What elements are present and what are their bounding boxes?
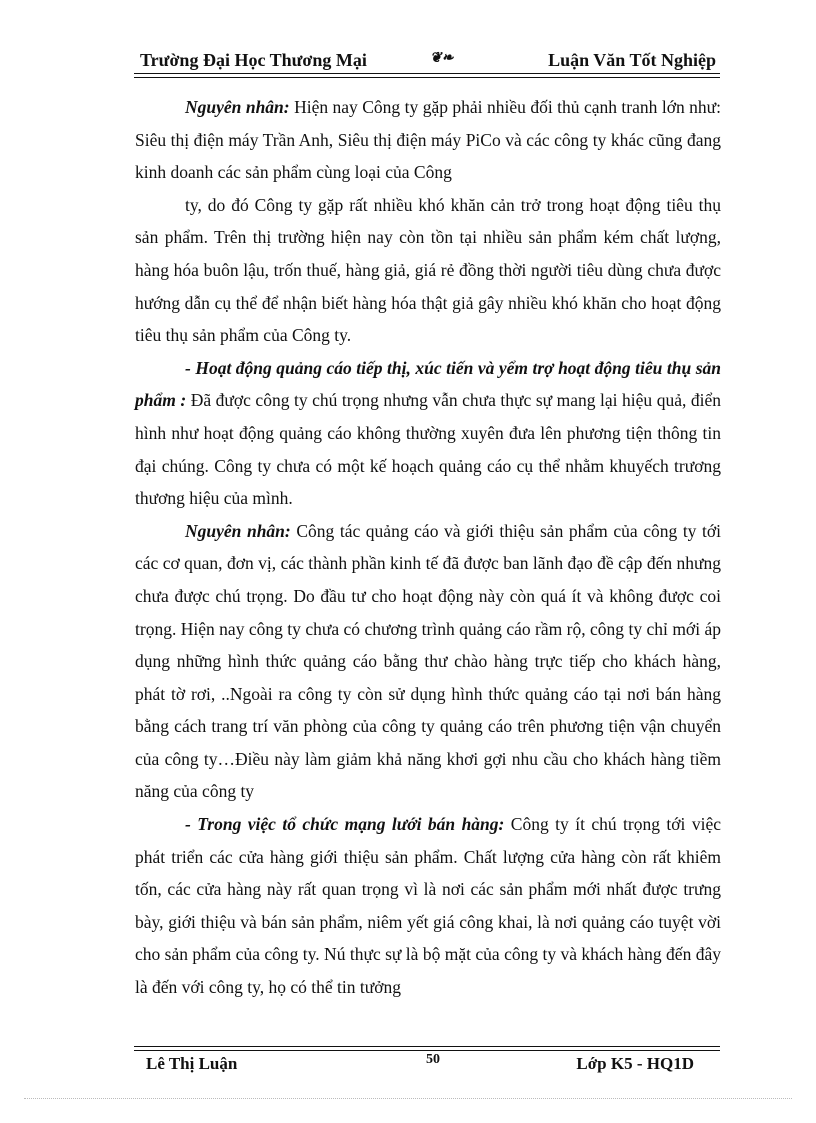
paragraph-text: Công ty ít chú trọng tới việc phát triển các cửa hàng giới thiệu sản phẩm. Chất lượng cửa hàng còn rất khiêm tốn, các cửa hàng này rất quan trọng vì là nơi các sản phẩm mới nhất được trưng bày, giới thiệu và bán sản phẩm, niêm yết giá công khai, là nơi quảng cáo tuyệt vời cho sản phẩm của công ty. Nú thực sự là bộ mặt của công ty và khách hàng đến đây là đến với công ty, họ có thể tin tưởng: [135, 814, 721, 998]
paragraph: [135, 808, 721, 1004]
page-edge-divider: [24, 1098, 792, 1099]
page-number: 50: [426, 1052, 440, 1067]
footer-rule-thin: [134, 1046, 720, 1047]
header-rule-thin: [134, 77, 720, 78]
page-footer: [134, 1054, 720, 1080]
paragraph-lead: Nguyên nhân:: [185, 97, 290, 117]
footer-rule: [134, 1050, 720, 1051]
paragraph-lead: - Trong việc tổ chức mạng lưới bán hàng:: [185, 814, 505, 835]
author-name: Lê Thị Luận: [146, 1054, 238, 1073]
paragraph: [135, 352, 721, 515]
header-rule: [134, 73, 720, 74]
paragraph-text: Hiện nay Công ty gặp phải nhiều đối thủ cạnh tranh lớn như: Siêu thị điện máy Trần Anh, Siêu thị điện máy PiCo và các công ty khác cũng đang kinh doanh các sản phẩm cùng loại của Công: [135, 97, 721, 183]
paragraph-text: Đã được công ty chú trọng nhưng vẫn chưa thực sự mang lại hiệu quả, điển hình như hoạt động quảng cáo không thường xuyên đưa lên phương tiện thông tin đại chúng. Công ty chưa có một kế hoạch quảng cáo cụ thể nhằm khuyếch trương thương hiệu của mình.: [135, 390, 721, 509]
paragraph-lead: Nguyên nhân:: [185, 520, 291, 541]
school-name: Trường Đại Học Thương Mại: [140, 50, 367, 70]
document-body: [135, 91, 721, 1004]
page-header: [134, 48, 720, 74]
paragraph-text: Công tác quảng cáo và giới thiệu sản phẩm của công ty tới các cơ quan, đơn vị, các thành phần kinh tế đã được ban lãnh đạo đề cập đến nhưng chưa được chú trọng. Do đầu tư cho hoạt động này còn quá ít và không được coi trọng. Hiện nay công ty chưa có chương trình quảng cáo rầm rộ, công ty chỉ mới áp dụng những hình thức quảng cáo bằng thư chào hàng trực tiếp cho khách hàng, phát tờ rơi, ..Ngoài ra công ty còn sử dụng hình thức quảng cáo tại nơi bán hàng bằng cách trang trí văn phòng của công ty quảng cáo trên phương tiện vận chuyển của công ty…Điều này làm giảm khả năng khơi gợi nhu cầu cho khách hàng tiềm năng của công ty: [135, 520, 721, 802]
paragraph-lead: - Hoạt động quảng cáo tiếp thị, xúc tiến và yểm trợ hoạt động tiêu thụ sản phẩm :: [135, 357, 721, 411]
class-label: Lớp K5 - HQ1D: [576, 1054, 694, 1073]
paragraph-text: ty, do đó Công ty gặp rất nhiều khó khăn cản trở trong hoạt động tiêu thụ sản phẩm. Trên thị trường hiện nay còn tồn tại nhiều sản phẩm kém chất lượng, hàng hóa buôn lậu, trốn thuế, hàng giả, giá rẻ đồng thời người tiêu dùng chưa được hướng dẫn cụ thể để nhận biết hàng hóa thật giả gây nhiều khó khăn cho hoạt động tiêu thụ sản phẩm của Công ty.: [135, 194, 721, 346]
paragraph: [135, 91, 721, 189]
thesis-title: Luận Văn Tốt Nghiệp: [548, 50, 716, 70]
ornament-icon: ❦❧: [430, 51, 454, 66]
paragraph: [135, 515, 721, 808]
paragraph: [135, 189, 721, 352]
